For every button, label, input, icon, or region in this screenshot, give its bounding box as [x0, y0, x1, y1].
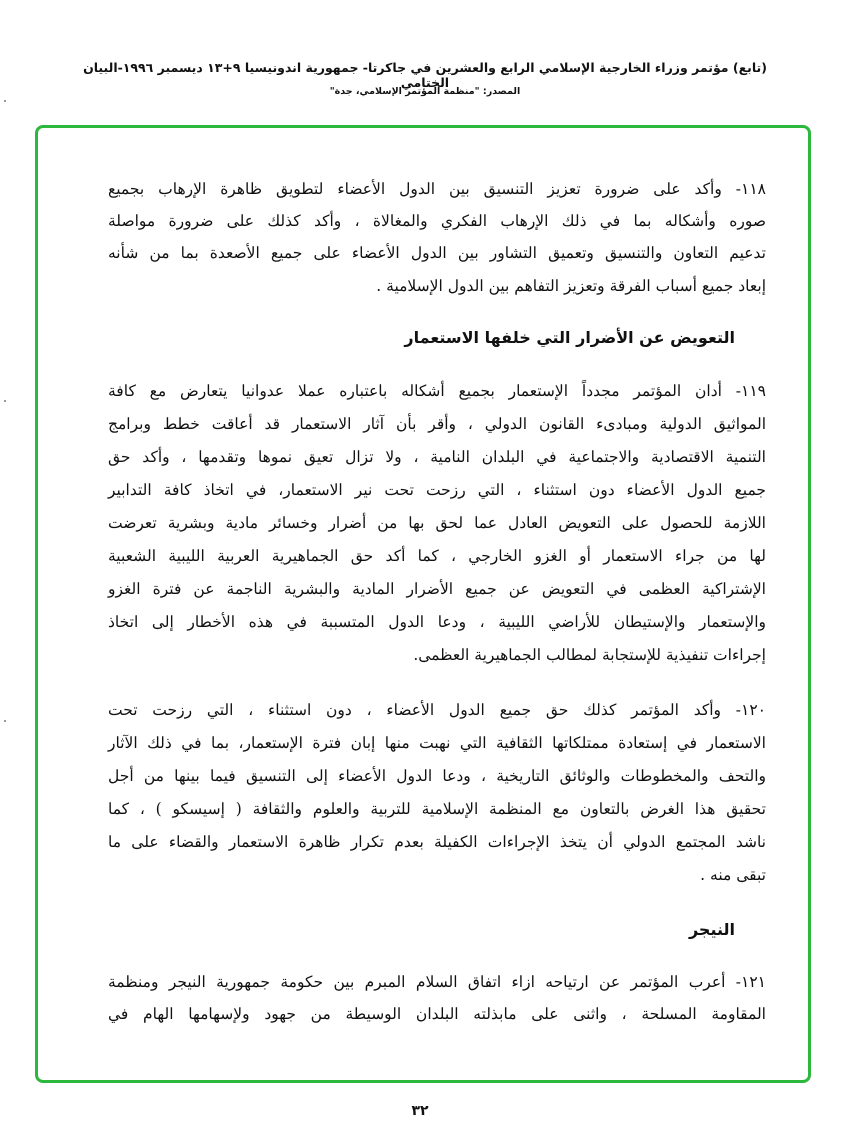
text-line: ١١٩- أدان المؤتمر مجدداً الإستعمار بجميع أشكاله باعتباره عملا عدوانيا يتعارض مع كافة	[108, 382, 766, 400]
scan-speck	[4, 720, 6, 722]
document-header-title: (تابع) مؤتمر وزراء الخارجية الإسلامي الرابع والعشرين في جاكرتا- جمهورية اندونيسيا ٩+١٣ ديسمبر ١٩٩٦-البيان الختامي	[83, 60, 767, 90]
text-line: ١٢٠- وأكد المؤتمر كذلك حق جميع الدول الأعضاء ، دون استثناء ، التي رزحت تحت	[108, 701, 766, 719]
text-line: ١١٨- وأكد على ضرورة تعزيز التنسيق بين الدول الأعضاء لتطويق ظاهرة الإرهاب بجميع	[108, 180, 766, 198]
document-source: المصدر: "منظمة المؤتمر الإسلامي، جدة"	[329, 86, 521, 97]
text-line: لها من جراء الاستعمار أو الغزو الخارجي ، كما أكد حق الجماهيرية العربية الليبية الشعبية	[108, 547, 766, 565]
text-line: جميع الدول الأعضاء دون استثناء ، التي رزحت تحت نير الاستعمار، في اتخاذ كافة التدابير	[108, 481, 766, 499]
text-line: تدعيم التعاون والتنسيق وتعميق التشاور بين الدول الأعضاء على جميع الأصعدة بما من شأنه	[108, 244, 766, 262]
text-line: تبقى منه .	[700, 866, 766, 884]
section-heading: التعويض عن الأضرار التي خلفها الاستعمار	[404, 328, 735, 347]
section-heading: النيجر	[688, 920, 735, 939]
scan-speck	[4, 100, 6, 102]
text-line: والإستعمار والإستيطان للأراضي الليبية ، ودعا الدول المتسببة في هذه الأخطار إلى اتخاذ	[108, 613, 766, 631]
text-line: إبعاد جميع أسباب الفرقة وتعزيز التفاهم بين الدول الإسلامية .	[376, 277, 766, 295]
text-line: والتحف والمخطوطات والوثائق التاريخية ، ودعا الدول الأعضاء إلى التنسيق فيما بينها من أجل	[108, 767, 766, 785]
text-line: إجراءات تنفيذية للإستجابة لمطالب الجماهيرية العظمى.	[413, 646, 766, 664]
text-line: صوره وأشكاله بما في ذلك الإرهاب الفكري والمغالاة ، وأكد كذلك على ضرورة مواصلة	[108, 212, 766, 230]
text-line: المواثيق الدولية ومبادىء القانون الدولي ، وأقر بأن آثار الاستعمار قد أعاقت خطط وبرامج	[108, 415, 766, 433]
highlight-frame	[35, 125, 811, 1083]
text-line: المقاومة المسلحة ، واثنى على مابذلته البلدان الوسيطة من جهود ولإسهامها الهام في	[108, 1005, 766, 1023]
scan-speck	[4, 400, 6, 402]
text-line: التنمية الاقتصادية والاجتماعية في البلدان النامية ، ولا تزال تعيق نموها وتقدمها ، وأكد حق	[108, 448, 766, 466]
text-line: اللازمة للحصول على التعويض العادل عما لحق بها من أضرار وخسائر مادية وبشرية تعرضت	[108, 514, 766, 532]
text-line: ١٢١- أعرب المؤتمر عن ارتياحه ازاء اتفاق السلام المبرم بين حكومة جمهورية النيجر ومنظمة	[108, 973, 766, 991]
text-line: الاستعمار في إستعادة ممتلكاتها الثقافية التي نهبت منها إبان فترة الإستعمار، بما في ذلك الآثار	[108, 734, 766, 752]
page-number: ٣٢	[411, 1103, 429, 1119]
text-line: ناشد المجتمع الدولي أن يتخذ الإجراءات الكفيلة بعدم تكرار ظاهرة الاستعمار والقضاء على ما	[108, 833, 766, 851]
text-line: تحقيق هذا الغرض بالتعاون مع المنظمة الإسلامية للتربية والعلوم والثقافة ( إسيسكو ) ، كما	[108, 800, 766, 818]
text-line: الإشتراكية العظمى في التعويض عن جميع الأضرار المادية والبشرية الناجمة عن فترة الغزو	[108, 580, 766, 598]
